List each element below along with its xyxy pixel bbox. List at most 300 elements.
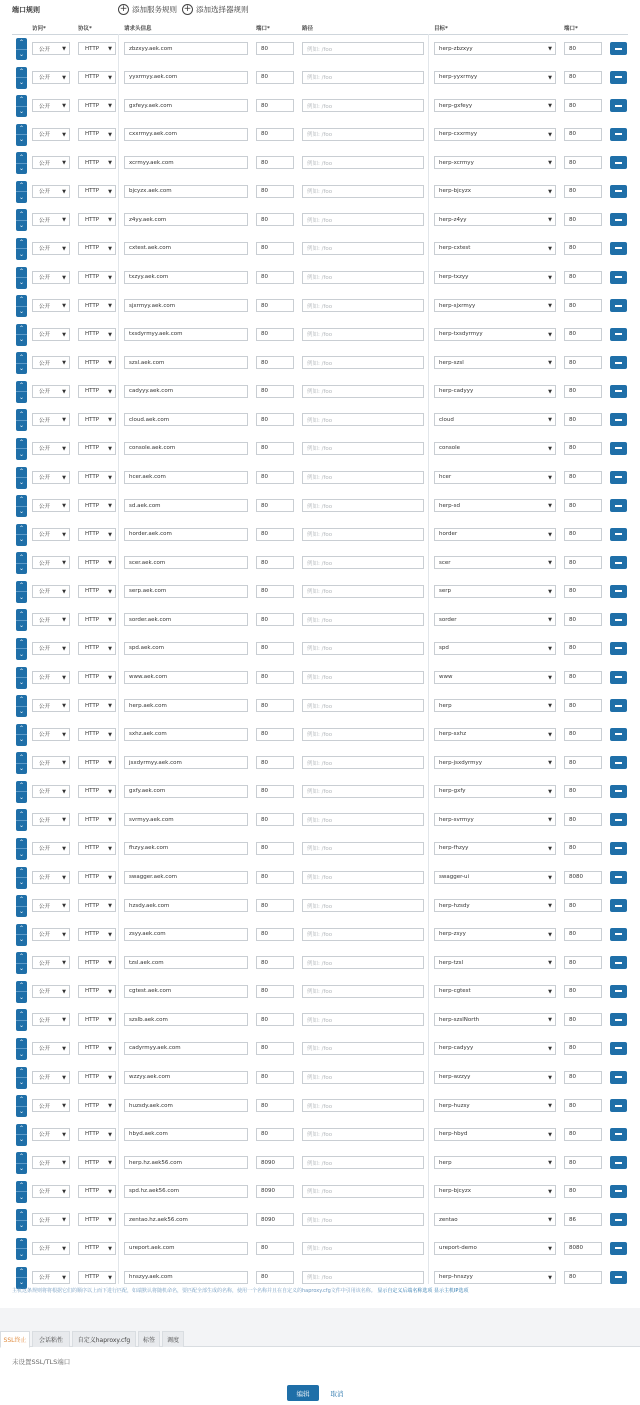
reorder-handle[interactable]: [16, 95, 27, 117]
remove-rule-button[interactable]: [610, 1128, 627, 1141]
chevron-up-icon[interactable]: ⌃: [18, 553, 25, 561]
chevron-up-icon[interactable]: ⌃: [18, 267, 25, 275]
target-select[interactable]: [434, 642, 556, 655]
access-select[interactable]: [32, 642, 70, 655]
chevron-down-icon[interactable]: ⌄: [16, 734, 27, 746]
access-select[interactable]: [32, 356, 70, 369]
target-select[interactable]: [434, 385, 556, 398]
chevron-up-icon[interactable]: ⌃: [18, 153, 25, 161]
port-input[interactable]: 80: [256, 871, 294, 884]
reorder-handle[interactable]: [16, 181, 27, 203]
protocol-select[interactable]: [78, 585, 116, 598]
chevron-up-icon[interactable]: ⌃: [18, 810, 25, 818]
chevron-down-icon[interactable]: ⌄: [16, 963, 27, 975]
protocol-select[interactable]: [78, 99, 116, 112]
chevron-up-icon[interactable]: ⌃: [18, 582, 25, 590]
access-select[interactable]: [32, 528, 70, 541]
host-input[interactable]: herp.hz.aek56.com: [124, 1156, 248, 1169]
protocol-select[interactable]: [78, 42, 116, 55]
target-select[interactable]: [434, 613, 556, 626]
chevron-up-icon[interactable]: ⌃: [18, 724, 25, 732]
target-port-input[interactable]: 8080: [564, 871, 602, 884]
reorder-handle[interactable]: [16, 667, 27, 689]
access-select[interactable]: [32, 842, 70, 855]
chevron-up-icon[interactable]: ⌃: [18, 924, 25, 932]
host-input[interactable]: cxxrmyy.aek.com: [124, 128, 248, 141]
path-input[interactable]: 例如: /foo: [302, 1099, 424, 1112]
target-select[interactable]: [434, 899, 556, 912]
reorder-handle[interactable]: [16, 752, 27, 774]
remove-rule-button[interactable]: [610, 585, 627, 598]
target-port-input[interactable]: 80: [564, 699, 602, 712]
chevron-down-icon[interactable]: ⌄: [16, 1106, 27, 1118]
protocol-select[interactable]: [78, 1071, 116, 1084]
target-select[interactable]: [434, 356, 556, 369]
host-input[interactable]: txzyy.aek.com: [124, 271, 248, 284]
port-input[interactable]: 80: [256, 1042, 294, 1055]
remove-rule-button[interactable]: [610, 785, 627, 798]
protocol-select[interactable]: [78, 71, 116, 84]
host-input[interactable]: cadyyy.aek.com: [124, 385, 248, 398]
reorder-handle[interactable]: [16, 1095, 27, 1117]
target-port-input[interactable]: 80: [564, 99, 602, 112]
target-select[interactable]: [434, 671, 556, 684]
remove-rule-button[interactable]: [610, 642, 627, 655]
access-select[interactable]: [32, 928, 70, 941]
protocol-select[interactable]: [78, 213, 116, 226]
port-input[interactable]: 80: [256, 1128, 294, 1141]
remove-rule-button[interactable]: [610, 842, 627, 855]
remove-rule-button[interactable]: [610, 928, 627, 941]
port-input[interactable]: 80: [256, 413, 294, 426]
chevron-up-icon[interactable]: ⌃: [18, 67, 25, 75]
remove-rule-button[interactable]: [610, 985, 627, 998]
access-select[interactable]: [32, 185, 70, 198]
reorder-handle[interactable]: [16, 1152, 27, 1174]
target-select[interactable]: [434, 328, 556, 341]
show-host-ip-link[interactable]: 显示主机IP选项: [433, 1288, 469, 1294]
chevron-up-icon[interactable]: ⌃: [18, 1124, 25, 1132]
path-input[interactable]: 例如: /foo: [302, 71, 424, 84]
remove-rule-button[interactable]: [610, 128, 627, 141]
access-select[interactable]: [32, 156, 70, 169]
reorder-handle[interactable]: [16, 1124, 27, 1146]
host-input[interactable]: yyxrmyy.aek.com: [124, 71, 248, 84]
add-selector-rule-button[interactable]: [182, 3, 249, 16]
reorder-handle[interactable]: [16, 124, 27, 146]
target-port-input[interactable]: 80: [564, 213, 602, 226]
access-select[interactable]: [32, 442, 70, 455]
path-input[interactable]: 例如: /foo: [302, 271, 424, 284]
port-input[interactable]: 80: [256, 1099, 294, 1112]
host-input[interactable]: hnszyy.aek.com: [124, 1271, 248, 1284]
reorder-handle[interactable]: [16, 267, 27, 289]
port-input[interactable]: 80: [256, 156, 294, 169]
reorder-handle[interactable]: [16, 324, 27, 346]
reorder-handle[interactable]: [16, 895, 27, 917]
access-select[interactable]: [32, 1013, 70, 1026]
protocol-select[interactable]: [78, 842, 116, 855]
path-input[interactable]: 例如: /foo: [302, 471, 424, 484]
chevron-down-icon[interactable]: ⌄: [16, 506, 27, 518]
access-select[interactable]: [32, 1071, 70, 1084]
remove-rule-button[interactable]: [610, 1185, 627, 1198]
target-select[interactable]: [434, 813, 556, 826]
target-select[interactable]: [434, 528, 556, 541]
path-input[interactable]: 例如: /foo: [302, 1071, 424, 1084]
protocol-select[interactable]: [78, 871, 116, 884]
access-select[interactable]: [32, 785, 70, 798]
chevron-down-icon[interactable]: ⌄: [16, 277, 27, 289]
target-port-input[interactable]: 80: [564, 728, 602, 741]
target-select[interactable]: [434, 128, 556, 141]
access-select[interactable]: [32, 499, 70, 512]
chevron-down-icon[interactable]: ⌄: [16, 563, 27, 575]
path-input[interactable]: 例如: /foo: [302, 1242, 424, 1255]
remove-rule-button[interactable]: [610, 1042, 627, 1055]
chevron-up-icon[interactable]: ⌃: [18, 953, 25, 961]
remove-rule-button[interactable]: [610, 185, 627, 198]
access-select[interactable]: [32, 556, 70, 569]
protocol-select[interactable]: [78, 1185, 116, 1198]
chevron-down-icon[interactable]: ⌄: [16, 163, 27, 175]
port-input[interactable]: 80: [256, 328, 294, 341]
target-select[interactable]: [434, 756, 556, 769]
path-input[interactable]: 例如: /foo: [302, 871, 424, 884]
chevron-down-icon[interactable]: ⌄: [16, 1077, 27, 1089]
remove-rule-button[interactable]: [610, 271, 627, 284]
protocol-select[interactable]: [78, 156, 116, 169]
remove-rule-button[interactable]: [610, 356, 627, 369]
reorder-handle[interactable]: [16, 1238, 27, 1260]
port-input[interactable]: 80: [256, 756, 294, 769]
port-input[interactable]: 80: [256, 785, 294, 798]
chevron-up-icon[interactable]: ⌃: [18, 896, 25, 904]
port-input[interactable]: 8090: [256, 1156, 294, 1169]
chevron-up-icon[interactable]: ⌃: [18, 610, 25, 618]
host-input[interactable]: horder.aek.com: [124, 528, 248, 541]
cancel-button[interactable]: 取消: [330, 1389, 344, 1398]
host-input[interactable]: www.aek.com: [124, 671, 248, 684]
target-select[interactable]: [434, 213, 556, 226]
protocol-select[interactable]: [78, 271, 116, 284]
port-input[interactable]: 80: [256, 271, 294, 284]
path-input[interactable]: 例如: /foo: [302, 613, 424, 626]
host-input[interactable]: scer.aek.com: [124, 556, 248, 569]
chevron-down-icon[interactable]: ⌄: [16, 77, 27, 89]
access-select[interactable]: [32, 956, 70, 969]
chevron-up-icon[interactable]: ⌃: [18, 39, 25, 47]
path-input[interactable]: 例如: /foo: [302, 299, 424, 312]
protocol-select[interactable]: [78, 1042, 116, 1055]
reorder-handle[interactable]: [16, 238, 27, 260]
target-select[interactable]: [434, 242, 556, 255]
protocol-select[interactable]: [78, 442, 116, 455]
reorder-handle[interactable]: [16, 924, 27, 946]
remove-rule-button[interactable]: [610, 1071, 627, 1084]
protocol-select[interactable]: [78, 899, 116, 912]
access-select[interactable]: [32, 1042, 70, 1055]
chevron-up-icon[interactable]: ⌃: [18, 753, 25, 761]
host-input[interactable]: cgtest.aek.com: [124, 985, 248, 998]
port-input[interactable]: 80: [256, 556, 294, 569]
target-port-input[interactable]: 80: [564, 442, 602, 455]
port-input[interactable]: 80: [256, 499, 294, 512]
target-port-input[interactable]: 80: [564, 1042, 602, 1055]
remove-rule-button[interactable]: [610, 71, 627, 84]
target-port-input[interactable]: 80: [564, 671, 602, 684]
access-select[interactable]: [32, 756, 70, 769]
remove-rule-button[interactable]: [610, 1213, 627, 1226]
target-select[interactable]: [434, 1042, 556, 1055]
target-port-input[interactable]: 80: [564, 328, 602, 341]
target-port-input[interactable]: 80: [564, 1156, 602, 1169]
protocol-select[interactable]: [78, 699, 116, 712]
target-select[interactable]: [434, 156, 556, 169]
protocol-select[interactable]: [78, 328, 116, 341]
target-port-input[interactable]: 86: [564, 1213, 602, 1226]
target-port-input[interactable]: 80: [564, 385, 602, 398]
remove-rule-button[interactable]: [610, 413, 627, 426]
reorder-handle[interactable]: [16, 981, 27, 1003]
chevron-down-icon[interactable]: ⌄: [16, 1277, 27, 1289]
remove-rule-button[interactable]: [610, 899, 627, 912]
target-select[interactable]: [434, 271, 556, 284]
path-input[interactable]: 例如: /foo: [302, 385, 424, 398]
protocol-select[interactable]: [78, 756, 116, 769]
tab-labels[interactable]: 标签: [138, 1331, 160, 1347]
remove-rule-button[interactable]: [610, 213, 627, 226]
reorder-handle[interactable]: [16, 581, 27, 603]
remove-rule-button[interactable]: [610, 1242, 627, 1255]
protocol-select[interactable]: [78, 613, 116, 626]
port-input[interactable]: 80: [256, 128, 294, 141]
port-input[interactable]: 80: [256, 728, 294, 741]
protocol-select[interactable]: [78, 1271, 116, 1284]
path-input[interactable]: 例如: /foo: [302, 728, 424, 741]
access-select[interactable]: [32, 213, 70, 226]
path-input[interactable]: 例如: /foo: [302, 1271, 424, 1284]
chevron-down-icon[interactable]: ⌄: [16, 391, 27, 403]
chevron-down-icon[interactable]: ⌄: [16, 106, 27, 118]
target-port-input[interactable]: 80: [564, 556, 602, 569]
access-select[interactable]: [32, 71, 70, 84]
protocol-select[interactable]: [78, 928, 116, 941]
path-input[interactable]: 例如: /foo: [302, 985, 424, 998]
access-select[interactable]: [32, 328, 70, 341]
reorder-handle[interactable]: [16, 952, 27, 974]
target-port-input[interactable]: 80: [564, 642, 602, 655]
chevron-up-icon[interactable]: ⌃: [18, 1039, 25, 1047]
chevron-up-icon[interactable]: ⌃: [18, 210, 25, 218]
chevron-down-icon[interactable]: ⌄: [16, 820, 27, 832]
access-select[interactable]: [32, 899, 70, 912]
access-select[interactable]: [32, 471, 70, 484]
target-select[interactable]: [434, 956, 556, 969]
host-input[interactable]: spd.hz.aek56.com: [124, 1185, 248, 1198]
chevron-up-icon[interactable]: ⌃: [18, 353, 25, 361]
target-select[interactable]: [434, 699, 556, 712]
show-backend-name-link[interactable]: 显示自定义后端名称选项: [377, 1288, 433, 1294]
path-input[interactable]: 例如: /foo: [302, 956, 424, 969]
remove-rule-button[interactable]: [610, 1013, 627, 1026]
access-select[interactable]: [32, 1271, 70, 1284]
path-input[interactable]: 例如: /foo: [302, 442, 424, 455]
access-select[interactable]: [32, 1128, 70, 1141]
path-input[interactable]: 例如: /foo: [302, 242, 424, 255]
chevron-down-icon[interactable]: ⌄: [16, 220, 27, 232]
chevron-down-icon[interactable]: ⌄: [16, 991, 27, 1003]
port-input[interactable]: 80: [256, 356, 294, 369]
port-input[interactable]: 80: [256, 1071, 294, 1084]
chevron-up-icon[interactable]: ⌃: [18, 296, 25, 304]
host-input[interactable]: sjxrmyy.aek.com: [124, 299, 248, 312]
port-input[interactable]: 80: [256, 642, 294, 655]
protocol-select[interactable]: [78, 128, 116, 141]
target-port-input[interactable]: 80: [564, 1128, 602, 1141]
chevron-down-icon[interactable]: ⌄: [16, 248, 27, 260]
port-input[interactable]: 80: [256, 813, 294, 826]
path-input[interactable]: 例如: /foo: [302, 99, 424, 112]
target-port-input[interactable]: 80: [564, 471, 602, 484]
reorder-handle[interactable]: [16, 781, 27, 803]
path-input[interactable]: 例如: /foo: [302, 813, 424, 826]
target-port-input[interactable]: 80: [564, 985, 602, 998]
chevron-up-icon[interactable]: ⌃: [18, 467, 25, 475]
remove-rule-button[interactable]: [610, 1156, 627, 1169]
remove-rule-button[interactable]: [610, 442, 627, 455]
target-port-input[interactable]: 80: [564, 813, 602, 826]
port-input[interactable]: 80: [256, 442, 294, 455]
target-select[interactable]: [434, 499, 556, 512]
path-input[interactable]: 例如: /foo: [302, 499, 424, 512]
protocol-select[interactable]: [78, 413, 116, 426]
chevron-down-icon[interactable]: ⌄: [16, 334, 27, 346]
port-input[interactable]: 80: [256, 899, 294, 912]
reorder-handle[interactable]: [16, 352, 27, 374]
protocol-select[interactable]: [78, 1242, 116, 1255]
port-input[interactable]: 80: [256, 99, 294, 112]
port-input[interactable]: 80: [256, 613, 294, 626]
chevron-up-icon[interactable]: ⌃: [18, 1067, 25, 1075]
host-input[interactable]: tzsl.aek.com: [124, 956, 248, 969]
chevron-down-icon[interactable]: ⌄: [16, 1048, 27, 1060]
port-input[interactable]: 8090: [256, 1213, 294, 1226]
host-input[interactable]: cloud.aek.com: [124, 413, 248, 426]
path-input[interactable]: 例如: /foo: [302, 185, 424, 198]
target-select[interactable]: [434, 1271, 556, 1284]
path-input[interactable]: 例如: /foo: [302, 128, 424, 141]
access-select[interactable]: [32, 813, 70, 826]
target-port-input[interactable]: 80: [564, 1271, 602, 1284]
reorder-handle[interactable]: [16, 295, 27, 317]
edit-button[interactable]: 编辑: [287, 1385, 319, 1401]
target-port-input[interactable]: 80: [564, 613, 602, 626]
target-port-input[interactable]: 80: [564, 42, 602, 55]
path-input[interactable]: 例如: /foo: [302, 671, 424, 684]
port-input[interactable]: 80: [256, 185, 294, 198]
chevron-up-icon[interactable]: ⌃: [18, 1010, 25, 1018]
path-input[interactable]: 例如: /foo: [302, 785, 424, 798]
target-select[interactable]: [434, 871, 556, 884]
host-input[interactable]: zbzxyy.aek.com: [124, 42, 248, 55]
protocol-select[interactable]: [78, 671, 116, 684]
chevron-down-icon[interactable]: ⌄: [16, 1163, 27, 1175]
access-select[interactable]: [32, 1213, 70, 1226]
chevron-down-icon[interactable]: ⌄: [16, 1134, 27, 1146]
protocol-select[interactable]: [78, 956, 116, 969]
access-select[interactable]: [32, 671, 70, 684]
host-input[interactable]: spd.aek.com: [124, 642, 248, 655]
path-input[interactable]: 例如: /foo: [302, 1013, 424, 1026]
chevron-up-icon[interactable]: ⌃: [18, 1182, 25, 1190]
port-input[interactable]: 80: [256, 956, 294, 969]
target-port-input[interactable]: 8080: [564, 1242, 602, 1255]
chevron-down-icon[interactable]: ⌄: [16, 448, 27, 460]
chevron-up-icon[interactable]: ⌃: [18, 839, 25, 847]
reorder-handle[interactable]: [16, 409, 27, 431]
access-select[interactable]: [32, 42, 70, 55]
chevron-up-icon[interactable]: ⌃: [18, 324, 25, 332]
remove-rule-button[interactable]: [610, 499, 627, 512]
host-input[interactable]: zentao.hz.aek56.com: [124, 1213, 248, 1226]
access-select[interactable]: [32, 299, 70, 312]
host-input[interactable]: ureport.aek.com: [124, 1242, 248, 1255]
target-select[interactable]: [434, 1099, 556, 1112]
host-input[interactable]: herp.aek.com: [124, 699, 248, 712]
target-select[interactable]: [434, 585, 556, 598]
remove-rule-button[interactable]: [610, 385, 627, 398]
protocol-select[interactable]: [78, 556, 116, 569]
host-input[interactable]: cxtest.aek.com: [124, 242, 248, 255]
chevron-down-icon[interactable]: ⌄: [16, 534, 27, 546]
path-input[interactable]: 例如: /foo: [302, 356, 424, 369]
target-port-input[interactable]: 80: [564, 842, 602, 855]
path-input[interactable]: 例如: /foo: [302, 1156, 424, 1169]
target-select[interactable]: [434, 99, 556, 112]
port-input[interactable]: 80: [256, 1242, 294, 1255]
access-select[interactable]: [32, 613, 70, 626]
access-select[interactable]: [32, 699, 70, 712]
protocol-select[interactable]: [78, 813, 116, 826]
chevron-down-icon[interactable]: ⌄: [16, 906, 27, 918]
target-select[interactable]: [434, 471, 556, 484]
chevron-up-icon[interactable]: ⌃: [18, 1210, 25, 1218]
chevron-down-icon[interactable]: ⌄: [16, 1191, 27, 1203]
path-input[interactable]: 例如: /foo: [302, 1128, 424, 1141]
reorder-handle[interactable]: [16, 495, 27, 517]
chevron-up-icon[interactable]: ⌃: [18, 782, 25, 790]
remove-rule-button[interactable]: [610, 699, 627, 712]
access-select[interactable]: [32, 1242, 70, 1255]
target-port-input[interactable]: 80: [564, 1013, 602, 1026]
target-select[interactable]: [434, 728, 556, 741]
target-port-input[interactable]: 80: [564, 1185, 602, 1198]
reorder-handle[interactable]: [16, 552, 27, 574]
remove-rule-button[interactable]: [610, 728, 627, 741]
host-input[interactable]: hcer.aek.com: [124, 471, 248, 484]
path-input[interactable]: 例如: /foo: [302, 413, 424, 426]
reorder-handle[interactable]: [16, 838, 27, 860]
chevron-down-icon[interactable]: ⌄: [16, 591, 27, 603]
chevron-up-icon[interactable]: ⌃: [18, 182, 25, 190]
reorder-handle[interactable]: [16, 1009, 27, 1031]
host-input[interactable]: swagger.aek.com: [124, 871, 248, 884]
port-input[interactable]: 80: [256, 471, 294, 484]
target-port-input[interactable]: 80: [564, 956, 602, 969]
access-select[interactable]: [32, 128, 70, 141]
chevron-down-icon[interactable]: ⌄: [16, 306, 27, 318]
